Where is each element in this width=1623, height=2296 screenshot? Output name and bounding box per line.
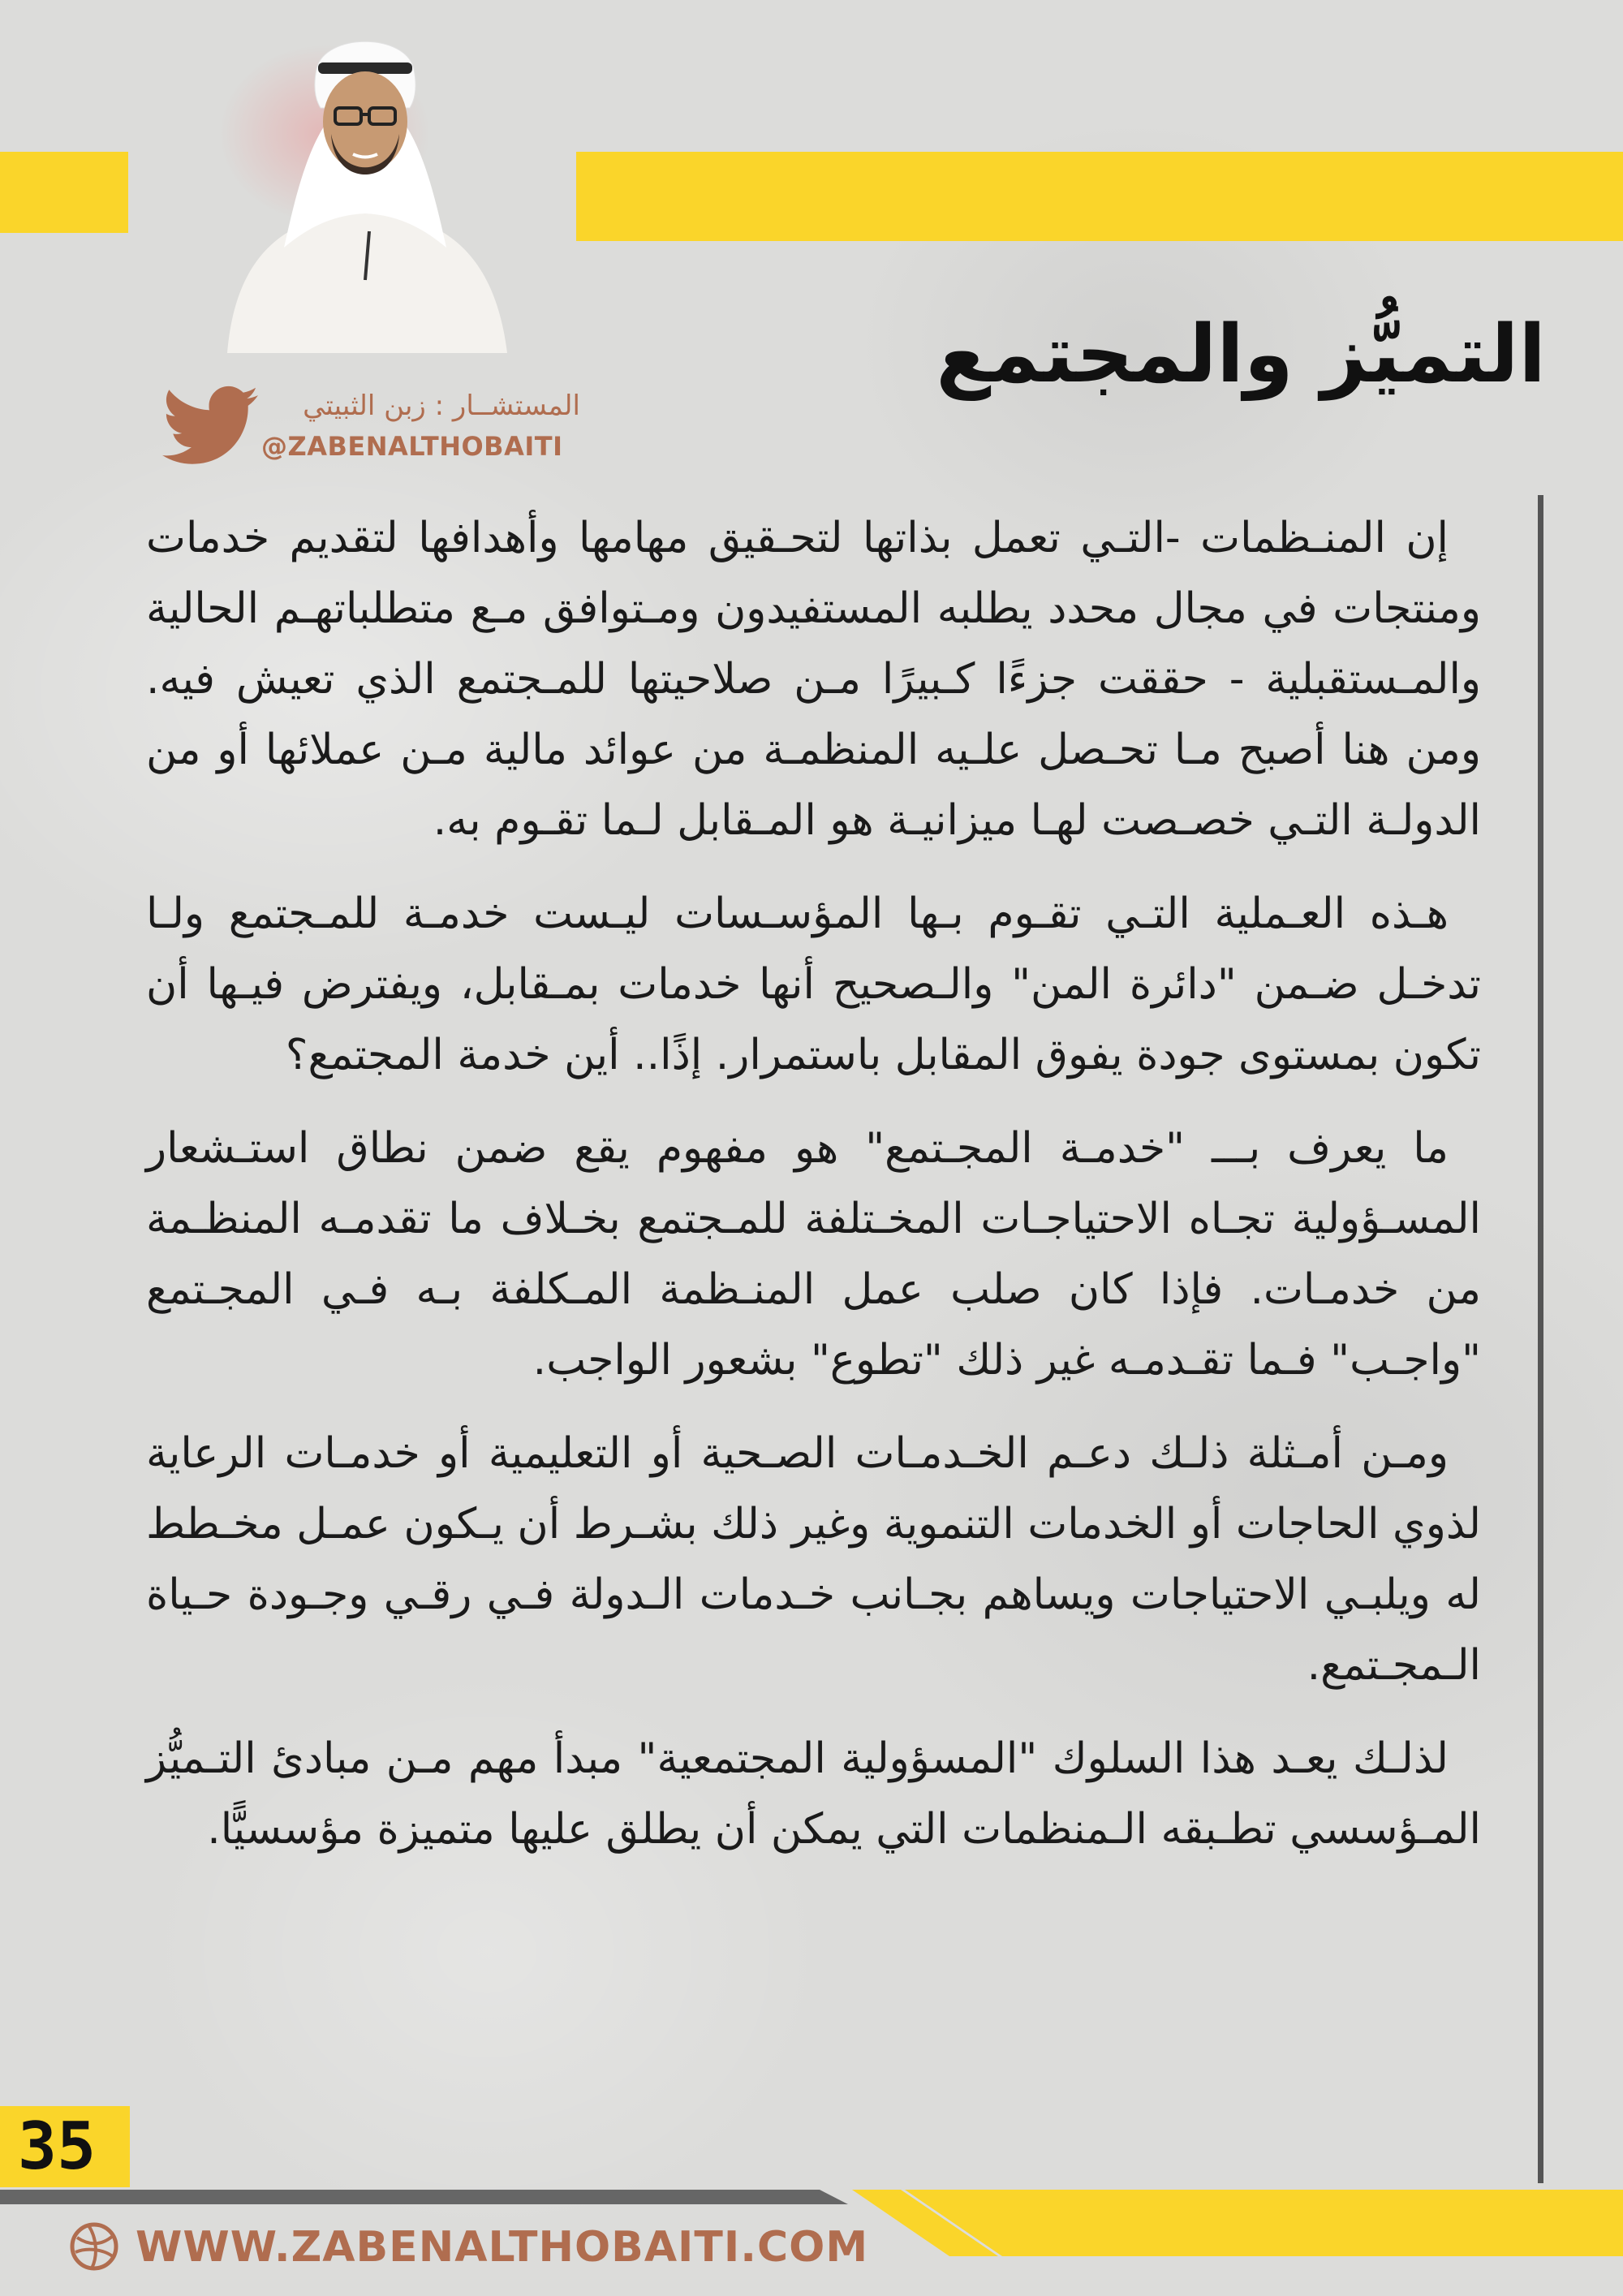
paragraph: لذلـك يعـد هذا السلوك "المسؤولية المجتمعية" مبدأ مهم مـن مبادئ التـميُّز المـؤسسي تطـبقه الـمنظمات التي يمكن أن يطلق عليها متميزة مؤسسيًّا. [146,1734,1481,1854]
twitter-handle[interactable]: @ZABENALTHOBAITI [261,431,563,462]
accent-bar-right [576,152,1623,241]
accent-bar-left [0,152,128,233]
column-divider [1538,495,1543,2183]
globe-icon [69,2221,119,2272]
paragraph: ما يعرف بـــ "خدمـة المجـتمع" هو مفهوم يقع ضمن نطاق استـشعار المسـؤولية تجـاه الاحتياجـات المخـتلفة للمـجتمع بخـلاف ما تقدمـه المنظـمة من خدمـات. فإذا كان صلب عمل المنـظمة المـكلفة بـه فـي المجـتمع "واجـب" فـما تقـدمـه غير ذلك "تطوع" بشعور الواجب. [146,1124,1481,1385]
paragraph: هـذه العـملية التـي تقـوم بـها المؤسـسات ليـست خدمـة للمـجتمع ولـا تدخـل ضـمن "دائرة المن" والـصحيح أنها خدمات بمـقابل، ويفترض فيـها أن تكون بمستوى جودة يفوق المقابل باستمرار. إذًا.. أين خدمة المجتمع؟ [146,890,1481,1079]
page-title: التميُّز والمجتمع [936,308,1546,401]
author-name: المستشــار : زبن الثبيتي [303,390,580,422]
article-body [146,503,1481,1888]
author-portrait [195,12,536,353]
author-byline [162,386,584,475]
website-link[interactable]: WWW.ZABENALTHOBAITI.COM [136,2223,869,2272]
page-number: 35 [17,2109,97,2184]
paragraph: إن المنـظمات -التـي تعمل بذاتها لتحـقيق مهامها وأهدافها لتقديم خدمات ومنتجات في مجال محدد يطلبه المستفيدون ومـتوافق مـع متطلباتهـم الحالية والمـستقبلية - حققت جزءًا كـبيرًا مـن صلاحيتها للمـجتمع الذي تعيش فيه. ومن هنا أصبح مـا تحـصل علـيه المنظمـة من عوائد مالية مـن عملائها أو من الدولـة التـي خصـصت لهـا ميزانيـة هو المـقابل لـما تقـوم به. [146,514,1481,845]
twitter-bird-icon [162,386,258,467]
paragraph: ومـن أمـثلة ذلـك دعـم الخـدمـات الصـحية أو التعليمية أو خدمـات الرعاية لذوي الحاجات أو الخدمات التنموية وغير ذلك بشـرط أن يـكون عمـل مخـطط له ويلبـي الاحتياجات ويساهم بجـانب خـدمات الـدولة فـي رقـي وجـودة حـياة الـمجـتمع. [146,1429,1481,1690]
